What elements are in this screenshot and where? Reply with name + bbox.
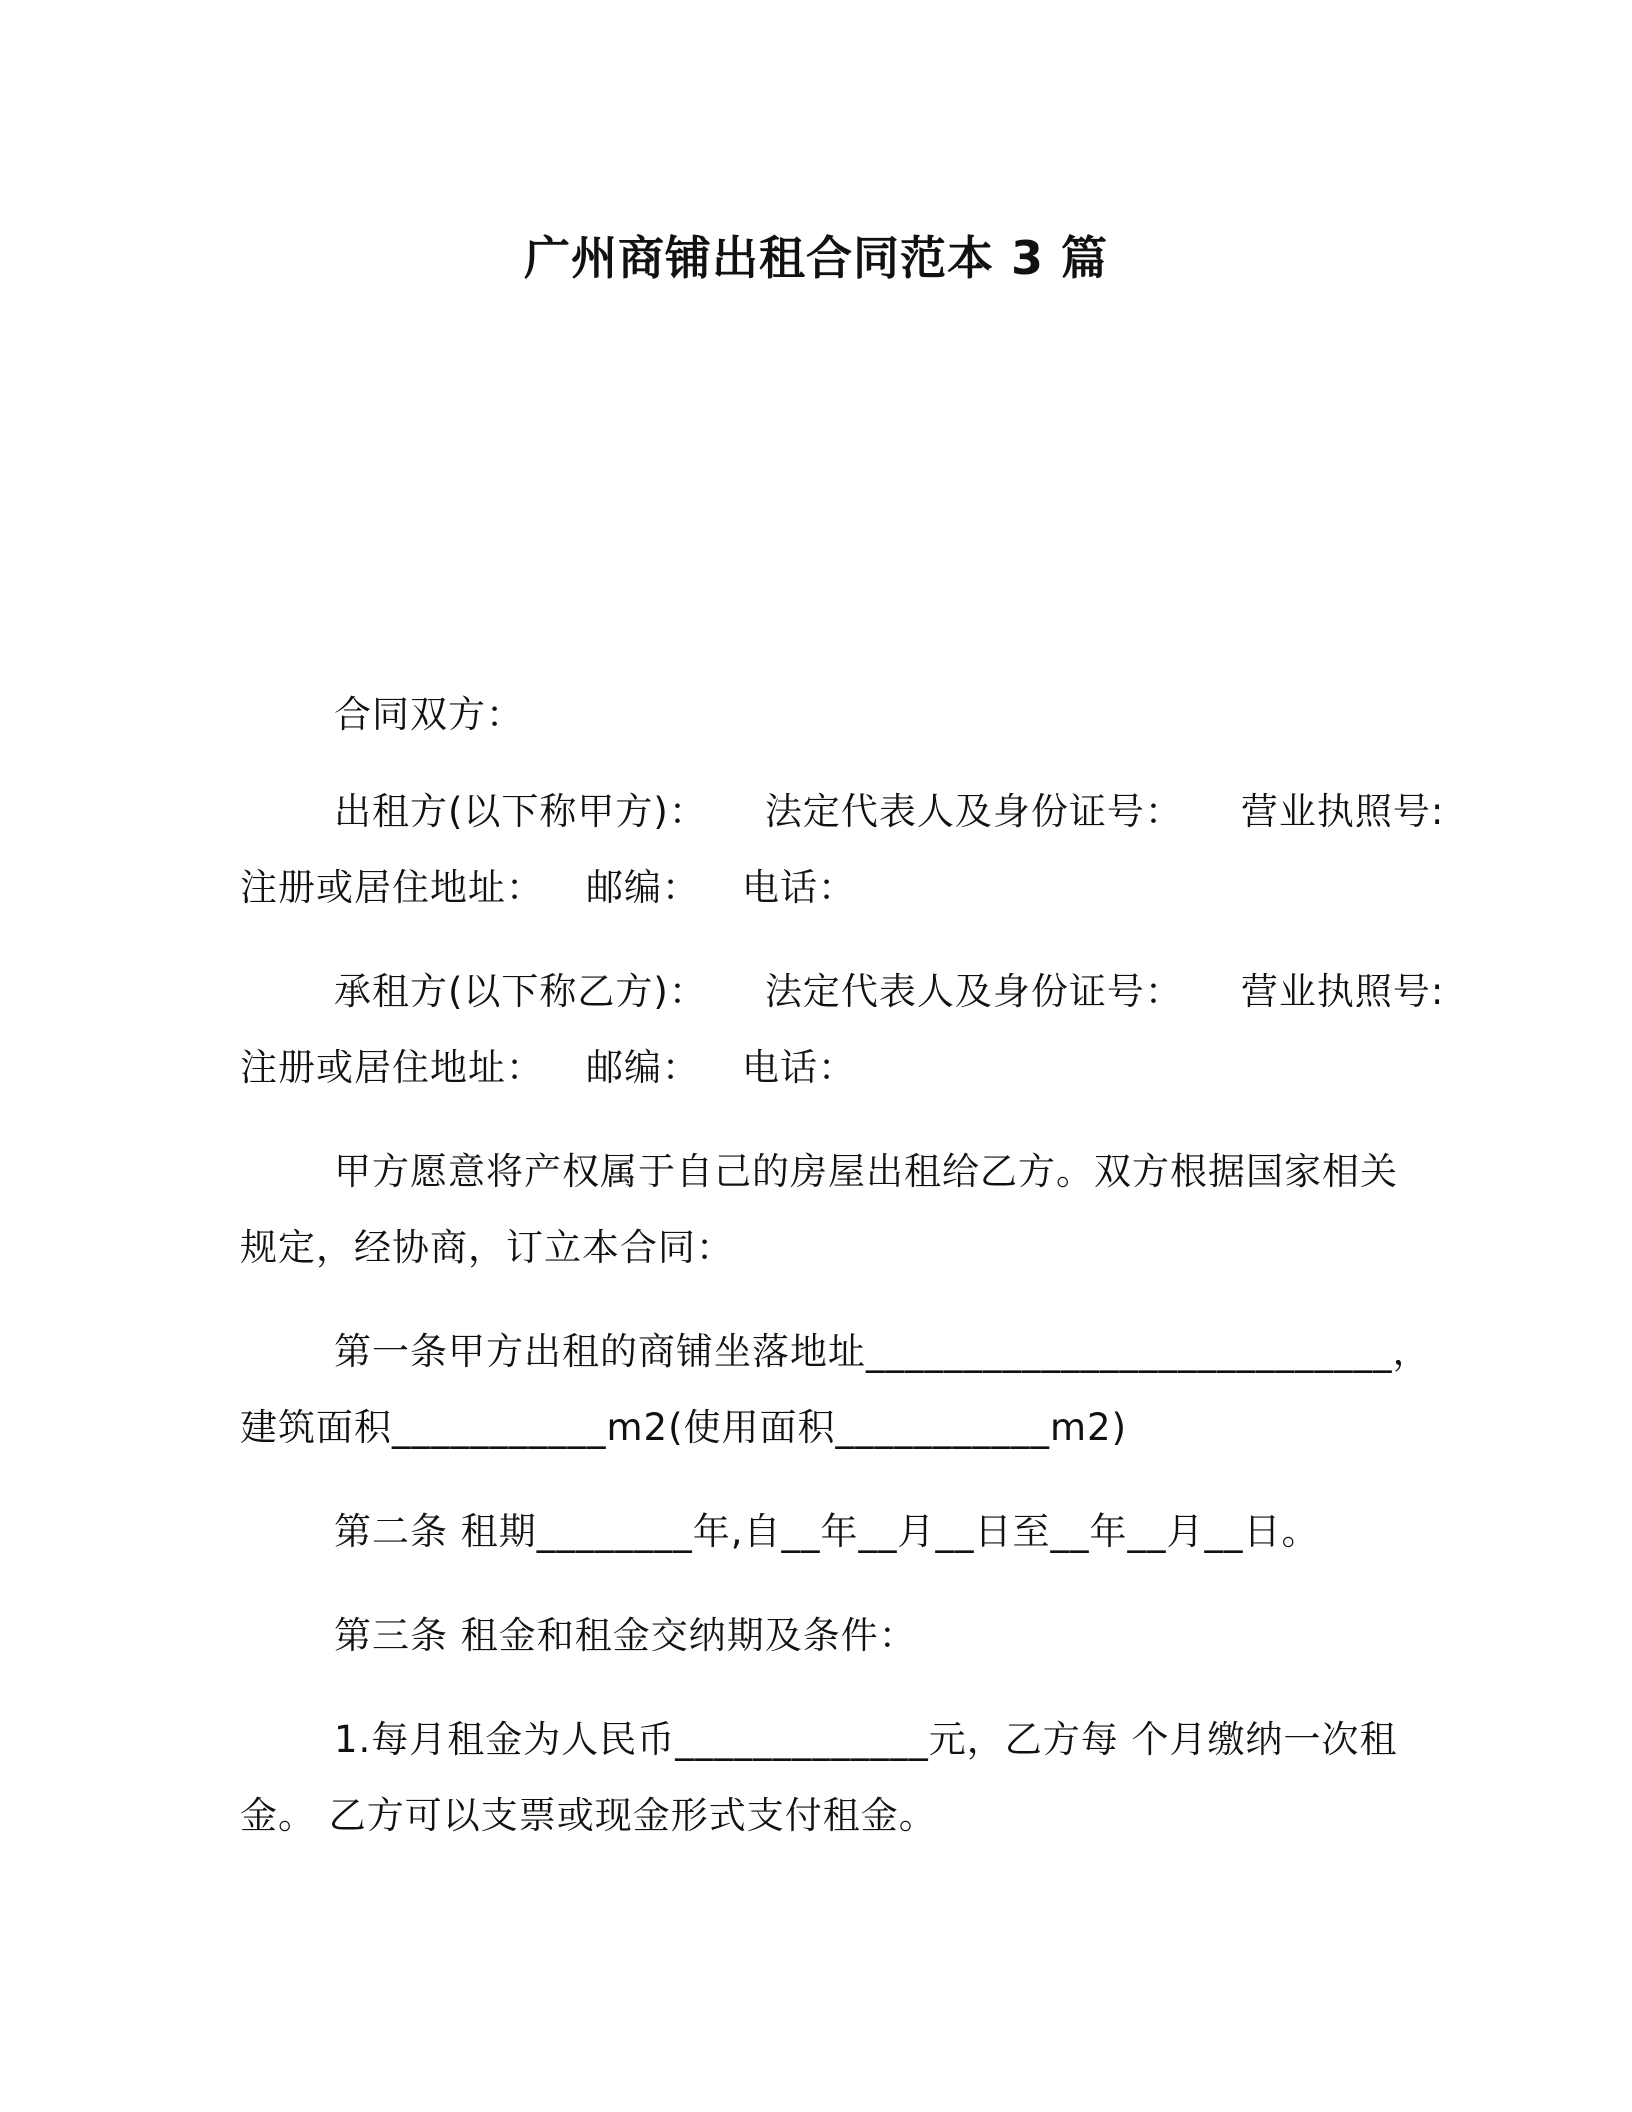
article-1-line-1: 第一条甲方出租的商铺坐落地址___________________________， (334, 1330, 1431, 1373)
lessor-phone-label: 电话： (742, 866, 856, 909)
lessor-license-label: 营业执照号: (1240, 790, 1445, 833)
lessee-line-1 (334, 970, 1444, 1014)
lessor-postcode-label: 邮编： (586, 866, 700, 909)
article-2: 第二条 租期________年,自__年__月__日至__年__月__日。 (334, 1510, 1320, 1553)
lessor-address-label: 注册或居住地址： (240, 866, 544, 909)
lessee-line-2 (240, 1046, 856, 1090)
lessor-name-label: 出租方(以下称甲方)： (334, 790, 707, 833)
article-3-item-1-line-1: 1.每月租金为人民币_____________元，乙方每 个月缴纳一次租 (334, 1718, 1398, 1761)
parties-heading: 合同双方： (334, 693, 524, 736)
lessor-rep-label: 法定代表人及身份证号： (764, 790, 1183, 833)
lessor-line-2 (240, 866, 856, 910)
intro-paragraph-line-1: 甲方愿意将产权属于自己的房屋出租给乙方。双方根据国家相关 (334, 1150, 1398, 1193)
lessor-line-1 (334, 790, 1444, 834)
lessee-license-label: 营业执照号: (1240, 970, 1445, 1013)
article-3-item-1-line-2: 金。 乙方可以支票或现金形式支付租金。 (240, 1794, 937, 1837)
intro-paragraph-line-2: 规定，经协商，订立本合同： (240, 1226, 734, 1269)
lessee-phone-label: 电话： (742, 1046, 856, 1089)
lessee-name-label: 承租方(以下称乙方)： (334, 970, 707, 1013)
lessee-postcode-label: 邮编： (586, 1046, 700, 1089)
document-title: 广州商铺出租合同范本 3 篇 (523, 231, 1109, 285)
article-3-heading: 第三条 租金和租金交纳期及条件： (334, 1614, 917, 1657)
lessee-address-label: 注册或居住地址： (240, 1046, 544, 1089)
article-1-line-2: 建筑面积___________m2(使用面积___________m2) (240, 1406, 1128, 1449)
lessee-rep-label: 法定代表人及身份证号： (764, 970, 1183, 1013)
